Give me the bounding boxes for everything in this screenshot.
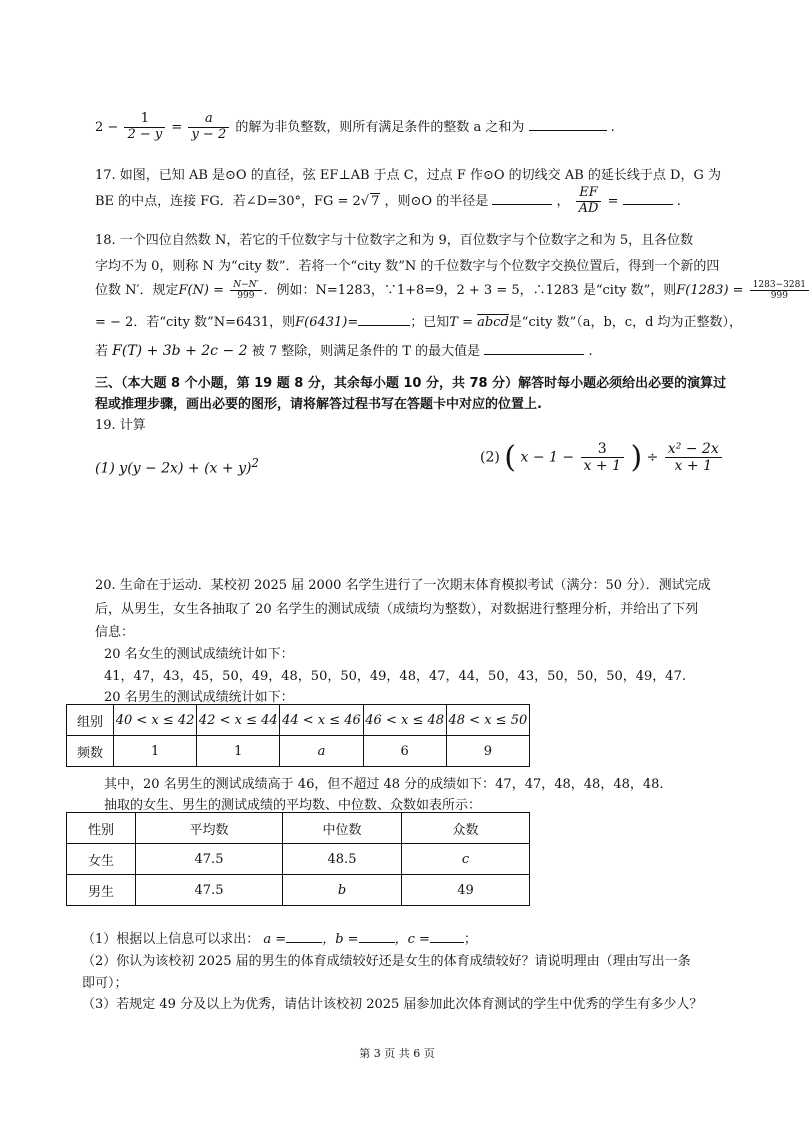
freq-group-2: 42 < x ≤ 44 xyxy=(197,705,280,736)
q20-boys-note: 其中，20 名男生的测试成绩高于 46，但不超过 48 分的成绩如下：47，47，48，48，48，48. xyxy=(104,777,664,792)
q18-abcd: abcd xyxy=(477,315,509,330)
q20-sub2-line2: 即可）； xyxy=(82,976,128,991)
freq-count-3: a xyxy=(280,736,363,767)
q17-line1: 17. 如图，已知 AB 是⊙O 的直径，弦 EF⊥AB 于点 C，过点 F 作⊙O 的切线交 AB 的延长线于点 D，G 为 xyxy=(95,168,721,183)
boys-frequency-table xyxy=(66,704,530,767)
q18-f6431: F(6431)= xyxy=(295,315,359,330)
q18-line3 xyxy=(95,279,811,301)
q18-line5-a: 若 xyxy=(95,344,109,359)
q16-minus: − xyxy=(107,119,119,135)
q18-example-numerator: 1283−3281 xyxy=(750,280,809,291)
stats-girls-label: 女生 xyxy=(67,844,136,875)
q17-frac-denominator: AD xyxy=(578,200,599,216)
q18-def-numerator: N−N′ xyxy=(230,280,261,291)
q20-a-blank xyxy=(286,942,322,943)
q18-line1: 18. 一个四位自然数 N，若它的千位数字与十位数字之和为 9，百位数字与个位数字之和为 5，且各位数 xyxy=(95,233,694,248)
q17-ratio-blank xyxy=(623,204,673,205)
q18-end: . xyxy=(588,344,593,359)
q18-t-eq: T = xyxy=(449,315,473,330)
q19-part1-expr: (1) y(y − 2x) + (x + y) xyxy=(95,460,252,477)
q17-line2-a: BE 的中点，连接 FG．若∠D=30°，FG = 2 xyxy=(95,193,361,209)
q20-sub1-b-label: ，b = xyxy=(322,932,359,947)
q18-line4-c: 是“city 数”（a，b，c，d 均为正整数）， xyxy=(508,315,743,330)
right-paren-icon: ) xyxy=(630,440,643,475)
freq-group-4: 46 < x ≤ 48 xyxy=(363,705,446,736)
q19-part2-fraction-1 xyxy=(581,441,624,474)
q17-frac-numerator: EF xyxy=(576,186,602,202)
q18-line5 xyxy=(95,340,593,359)
q19-p2-frac2-denominator: x + 1 xyxy=(674,458,712,474)
section3-line1: 三、（本大题 8 个小题，第 19 题 8 分，其余每小题 10 分，共 78 分）解答时每小题必须给出必要的演算过 xyxy=(95,376,727,391)
q19-part1-exponent: 2 xyxy=(251,456,259,470)
table-row xyxy=(67,705,530,736)
stats-header-mode: 众数 xyxy=(402,813,530,844)
q19-part1 xyxy=(95,456,259,477)
q17-equals: = xyxy=(607,193,619,209)
table-row xyxy=(67,813,530,844)
q17-line2-b: ，则⊙O 的半径是 xyxy=(384,193,489,209)
q18-def-denominator: 999 xyxy=(237,291,255,301)
sqrt-icon: √ xyxy=(360,193,370,209)
q18-example-fn: F(1283) = xyxy=(676,283,744,298)
freq-count-4: 6 xyxy=(363,736,446,767)
q18-example-denominator: 999 xyxy=(770,291,788,301)
q20-boys-title: 20 名男生的测试成绩统计如下： xyxy=(104,690,294,705)
freq-row-label-count: 频数 xyxy=(67,736,114,767)
q17-sqrt-radicand: 7 xyxy=(371,193,380,209)
q19-part2-fraction-2 xyxy=(665,441,722,474)
q18-line4-b: ；已知 xyxy=(410,315,450,330)
left-paren-icon: ( xyxy=(504,440,517,475)
q20-sub1-end: ； xyxy=(463,932,477,947)
stats-header-median: 中位数 xyxy=(283,813,402,844)
q17-line2 xyxy=(95,186,681,217)
q16-equals: = xyxy=(171,119,183,135)
stats-girls-mean: 47.5 xyxy=(136,844,283,875)
q18-line3-a: 位数 N′．规定 xyxy=(95,283,179,298)
q19-p2-frac2-numerator: x² − 2x xyxy=(665,441,722,458)
stats-header-mean: 平均数 xyxy=(136,813,283,844)
q16-frac1-numerator: 1 xyxy=(124,112,165,128)
q16-text: 的解为非负整数，则所有满足条件的整数 a 之和为 xyxy=(235,119,525,135)
q18-line5-b: 被 7 整除，则满足条件的 T 的最大值是 xyxy=(251,344,481,359)
q19-part2-inner: x − 1 − xyxy=(520,449,575,466)
stats-girls-median: 48.5 xyxy=(283,844,402,875)
stats-boys-mean: 47.5 xyxy=(136,875,283,906)
q20-sub2-line1: （2）你认为该校初 2025 届的男生的体育成绩较好还是女生的体育成绩较好？请说明理由（理由写出一条 xyxy=(82,954,691,969)
q20-line2: 后，从男生，女生各抽取了 20 名学生的测试成绩（成绩均为整数），对数据进行整理分析，并给出了下列 xyxy=(95,602,699,617)
q19-p2-frac1-numerator: 3 xyxy=(581,441,624,458)
table-row xyxy=(67,736,530,767)
q19-title: 19. 计算 xyxy=(95,418,146,433)
q18-definition-fraction xyxy=(230,280,261,302)
q20-sub1 xyxy=(82,928,477,947)
q20-sub1-a-label: a = xyxy=(263,932,287,947)
q18-max-t-blank xyxy=(484,354,584,355)
q19-part2 xyxy=(480,440,724,475)
q16-equation-line xyxy=(95,112,615,143)
freq-row-label-group: 组别 xyxy=(67,705,114,736)
q18-example-fraction xyxy=(750,280,809,302)
q20-sub1-text: （1）根据以上信息可以求出： xyxy=(82,932,260,947)
q17-end: . xyxy=(676,193,681,209)
q18-fn-label: F(N) = xyxy=(178,283,225,298)
q18-expression: F(T) + 3b + 2c − 2 xyxy=(112,343,248,359)
q20-girls-title: 20 名女生的测试成绩统计如下： xyxy=(104,647,294,662)
stats-boys-mode: 49 xyxy=(402,875,530,906)
q20-sub1-c-label: ，c = xyxy=(394,932,430,947)
q17-radius-blank xyxy=(492,204,552,205)
q18-line4-a: = − 2．若“city 数”N=6431，则 xyxy=(95,315,296,330)
q20-line1: 20. 生命在于运动．某校初 2025 届 2000 名学生进行了一次期末体育模拟考试（满分：50 分）．测试完成 xyxy=(95,578,711,593)
q20-girls-scores: 41，47，43，45，50，49，48，50，50，49，48，47，44，50，43，50，50，50，49，47. xyxy=(104,669,686,684)
freq-count-5: 9 xyxy=(446,736,529,767)
table-row xyxy=(67,875,530,906)
q20-stats-title: 抽取的女生、男生的测试成绩的平均数、中位数、众数如表所示： xyxy=(104,798,482,813)
q16-fraction-2 xyxy=(188,112,229,143)
q20-b-blank xyxy=(359,942,395,943)
q17-line2-c: ， xyxy=(556,193,570,209)
q16-frac1-denominator: 2 − y xyxy=(127,126,163,142)
q19-part2-label: (2) xyxy=(480,449,500,466)
freq-count-2: 1 xyxy=(197,736,280,767)
stats-boys-median: b xyxy=(283,875,402,906)
stats-table xyxy=(66,812,530,906)
q19-part2-divide: ÷ xyxy=(646,449,659,466)
q19-p2-frac1-denominator: x + 1 xyxy=(583,458,621,474)
q17-ratio-fraction xyxy=(576,186,602,217)
q18-line3-b: ．例如：N=1283，∵1+8=9，2 + 3 = 5，∴1283 是“city 数”，则 xyxy=(263,283,677,298)
q18-line2: 字均不为 0，则称 N 为“city 数”．若将一个“city 数”N 的千位数字与个位数字交换位置后，得到一个新的四 xyxy=(95,259,720,274)
freq-group-1: 40 < x ≤ 42 xyxy=(114,705,197,736)
q18-line4 xyxy=(95,311,742,330)
page-footer: 第 3 页 共 6 页 xyxy=(359,1047,435,1060)
table-row xyxy=(67,844,530,875)
q18-f6431-blank xyxy=(358,325,410,326)
stats-girls-mode: c xyxy=(402,844,530,875)
q20-c-blank xyxy=(430,942,464,943)
freq-count-1: 1 xyxy=(114,736,197,767)
q16-frac2-denominator: y − 2 xyxy=(191,126,227,142)
freq-group-3: 44 < x ≤ 46 xyxy=(280,705,363,736)
section3-line2: 程或推理步骤，画出必要的图形，请将解答过程书写在答题卡中对应的位置上. xyxy=(95,397,542,412)
q20-line3: 信息： xyxy=(95,625,135,640)
q16-frac2-numerator: a xyxy=(188,112,229,128)
stats-header-gender: 性别 xyxy=(67,813,136,844)
q16-answer-blank xyxy=(529,130,607,131)
stats-boys-label: 男生 xyxy=(67,875,136,906)
q16-term-2: 2 xyxy=(95,119,104,135)
q16-end: . xyxy=(610,119,615,135)
freq-group-5: 48 < x ≤ 50 xyxy=(446,705,529,736)
q20-sub3: （3）若规定 49 分及以上为优秀，请估计该校初 2025 届参加此次体育测试的学生中优秀的学生有多少人？ xyxy=(82,997,703,1012)
q16-fraction-1 xyxy=(124,112,165,143)
